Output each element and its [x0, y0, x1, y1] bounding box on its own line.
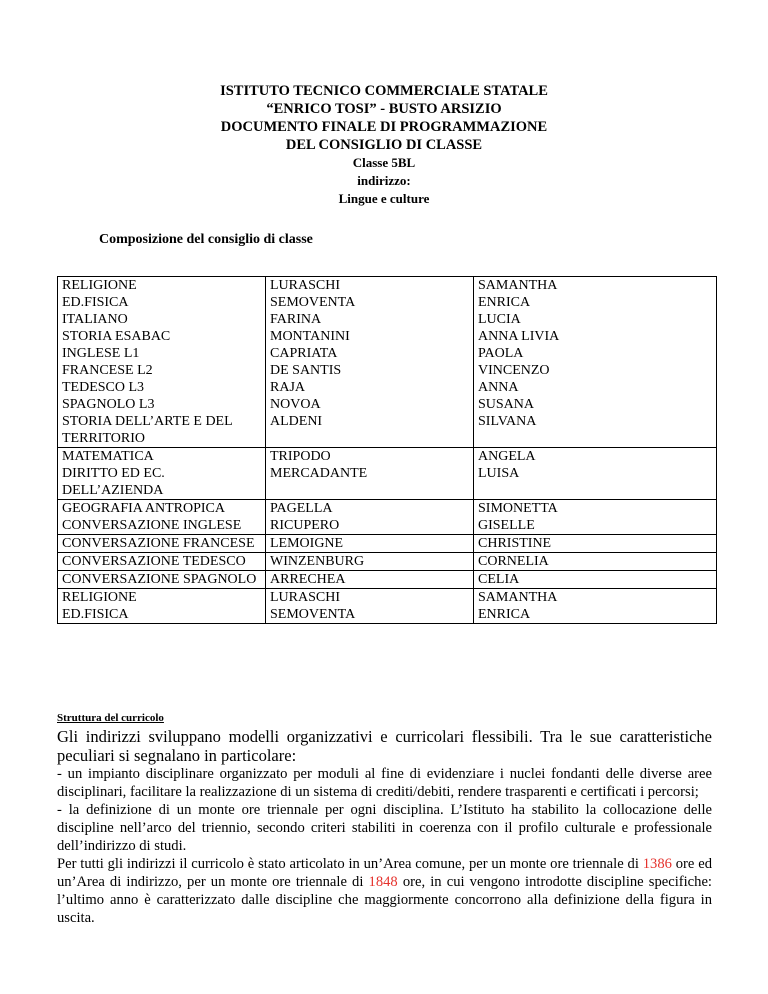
- common-hours-value: 1386: [642, 856, 672, 872]
- surname-cell: WINZENBURG: [266, 553, 474, 571]
- subject-cell: MATEMATICA DIRITTO ED EC. DELL’AZIENDA: [58, 448, 266, 500]
- table-row: [58, 535, 717, 553]
- hours-text-c: ore, in cui vengono introdotte discipline specifiche: l’ultimo anno è caratterizzato dalle discipline che maggiormente concorrono alla definizione della figura in uscita.: [57, 874, 712, 926]
- structure-hours-paragraph: [57, 855, 712, 927]
- track-value: Lingue e culture: [338, 191, 430, 206]
- hours-text-b: ore ed un’Area di indirizzo, per un monte ore triennale di: [57, 856, 712, 890]
- table-row: [58, 589, 717, 624]
- school-location: “ENRICO TOSI” - BUSTO ARSIZIO: [266, 101, 502, 117]
- subject-cell: RELIGIONE ED.FISICA ITALIANO STORIA ESABAC INGLESE L1 FRANCESE L2 TEDESCO L3 SPAGNOLO L3 STORIA DELL’ARTE E DEL TERRITORIO: [58, 277, 266, 448]
- subject-cell: CONVERSAZIONE SPAGNOLO: [58, 571, 266, 589]
- name-cell: SIMONETTA GISELLE: [474, 500, 717, 535]
- name-cell: CHRISTINE: [474, 535, 717, 553]
- table-row: [58, 500, 717, 535]
- document-title: DOCUMENTO FINALE DI PROGRAMMAZIONE: [220, 119, 548, 135]
- document-subtitle: DEL CONSIGLIO DI CLASSE: [285, 137, 483, 153]
- name-cell: ANGELA LUISA: [474, 448, 717, 500]
- structure-item-hours: - la definizione di un monte ore triennale per ogni disciplina. L’Istituto ha stabilito la collocazione delle discipline nell’arco del triennio, secondo criteri stabiliti in coerenza con il profilo culturale e professionale dell’indirizzo di studi.: [57, 802, 712, 854]
- table-row: [58, 277, 717, 448]
- surname-cell: LEMOIGNE: [266, 535, 474, 553]
- name-cell: CELIA: [474, 571, 717, 589]
- track-label: indirizzo:: [357, 173, 411, 188]
- composition-title: Composizione del consiglio di classe: [99, 232, 313, 247]
- structure-title: Struttura del curricolo: [57, 712, 164, 724]
- surname-cell: ARRECHEA: [266, 571, 474, 589]
- surname-cell: LURASCHI SEMOVENTA: [266, 589, 474, 624]
- table-row: [58, 448, 717, 500]
- structure-body: [57, 727, 712, 927]
- structure-item-modules: - un impianto disciplinare organizzato per moduli al fine di evidenziare i nuclei fondanti delle diverse aree disciplinari, facilitare la realizzazione di un sistema di crediti/debiti, rendere trasparenti e certificati i percorsi;: [57, 766, 712, 800]
- structure-intro: Gli indirizzi sviluppano modelli organizzativi e curricolari flessibili. Tra le sue caratteristiche peculiari si segnalano in particolare:: [57, 727, 712, 765]
- subject-cell: RELIGIONE ED.FISICA: [58, 589, 266, 624]
- table-row: [58, 553, 717, 571]
- school-name: ISTITUTO TECNICO COMMERCIALE STATALE: [220, 83, 548, 99]
- surname-cell: TRIPODO MERCADANTE: [266, 448, 474, 500]
- surname-cell: PAGELLA RICUPERO: [266, 500, 474, 535]
- class-council-table: [57, 276, 717, 624]
- name-cell: CORNELIA: [474, 553, 717, 571]
- class-label: Classe 5BL: [352, 155, 416, 170]
- subject-cell: CONVERSAZIONE TEDESCO: [58, 553, 266, 571]
- surname-cell: LURASCHI SEMOVENTA FARINA MONTANINI CAPRIATA DE SANTIS RAJA NOVOA ALDENI: [266, 277, 474, 448]
- name-cell: SAMANTHA ENRICA LUCIA ANNA LIVIA PAOLA VINCENZO ANNA SUSANA SILVANA: [474, 277, 717, 448]
- subject-cell: GEOGRAFIA ANTROPICA CONVERSAZIONE INGLESE: [58, 500, 266, 535]
- hours-text-a: Per tutti gli indirizzi il curricolo è stato articolato in un’Area comune, per un monte ore triennale di: [57, 856, 639, 872]
- name-cell: SAMANTHA ENRICA: [474, 589, 717, 624]
- table-row: [58, 571, 717, 589]
- document-header: [0, 82, 768, 208]
- subject-cell: CONVERSAZIONE FRANCESE: [58, 535, 266, 553]
- specific-hours-value: 1848: [368, 874, 398, 890]
